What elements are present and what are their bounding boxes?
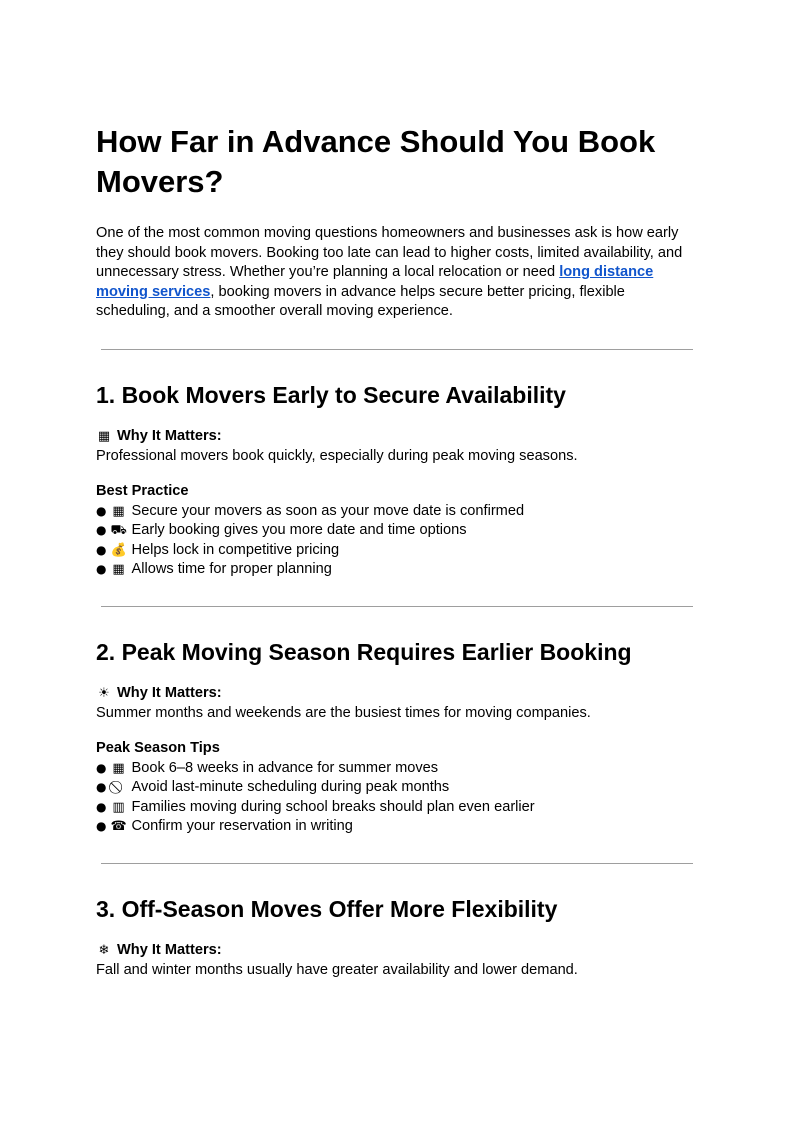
section-1-why [96, 427, 696, 466]
list-item: ● ☎ Confirm your reservation in writing [96, 817, 696, 837]
section-1-heading: 1. Book Movers Early to Secure Availability [96, 382, 566, 408]
list-title: Peak Season Tips [96, 740, 220, 756]
intro-text-after-link: , booking movers in advance helps secure better pricing, flexible scheduling, and a smoother overall moving experience. [96, 283, 625, 319]
calendar-icon: ▦ [112, 760, 125, 776]
calendar-icon: ▦ [112, 503, 125, 519]
list-title: Best Practice [96, 483, 189, 499]
why-text: Summer months and weekends are the busiest times for moving companies. [96, 704, 591, 721]
phone-icon: ☎ [110, 819, 127, 834]
snowflake-icon: ❄ [98, 943, 110, 958]
horizontal-divider [101, 606, 693, 607]
section-2-why [96, 684, 696, 723]
money-bag-icon: 💰 [110, 542, 127, 558]
section-3-why [96, 941, 696, 980]
sun-icon: ☀ [98, 686, 110, 701]
horizontal-divider [101, 863, 693, 864]
section-1-list [96, 482, 696, 580]
list-item: ● ▥ Families moving during school breaks should plan even earlier [96, 798, 696, 818]
list-item: ● ▦ Allows time for proper planning [96, 560, 696, 580]
why-text: Fall and winter months usually have greater availability and lower demand. [96, 961, 578, 978]
prohibited-icon [110, 778, 126, 798]
section-2-heading: 2. Peak Moving Season Requires Earlier Booking [96, 639, 632, 665]
intro-paragraph [96, 224, 696, 322]
list-item: ● 💰 Helps lock in competitive pricing [96, 541, 696, 561]
why-label: Why It Matters: [117, 942, 222, 958]
calendar-icon: ▦ [97, 429, 111, 444]
long-distance-moving-link[interactable]: long distance moving services [96, 264, 654, 300]
horizontal-divider [101, 349, 693, 350]
list-item: ● ▦ Secure your movers as soon as your move date is confirmed [96, 502, 696, 522]
page-title: How Far in Advance Should You Book Movers? [96, 124, 656, 199]
truck-icon: ⛟ [110, 523, 127, 538]
calendar-icon: ▦ [112, 562, 125, 577]
why-label: Why It Matters: [117, 428, 222, 444]
list-item: ● Avoid last-minute scheduling during peak months [96, 778, 696, 798]
list-item: ● ⛟ Early booking gives you more date and time options [96, 521, 696, 541]
section-2-list [96, 739, 696, 837]
list-item: ● ▦ Book 6–8 weeks in advance for summer moves [96, 759, 696, 779]
section-3-heading: 3. Off-Season Moves Offer More Flexibility [96, 896, 558, 922]
school-icon: ▥ [112, 799, 125, 815]
why-label: Why It Matters: [117, 685, 222, 701]
why-text: Professional movers book quickly, especially during peak moving seasons. [96, 447, 578, 464]
intro-text-before-link: One of the most common moving questions homeowners and businesses ask is how early they should book movers. Booking too late can lead to higher costs, limited availability, and unnecessary stress. Whether you’re planning a local relocation or need [96, 225, 683, 280]
